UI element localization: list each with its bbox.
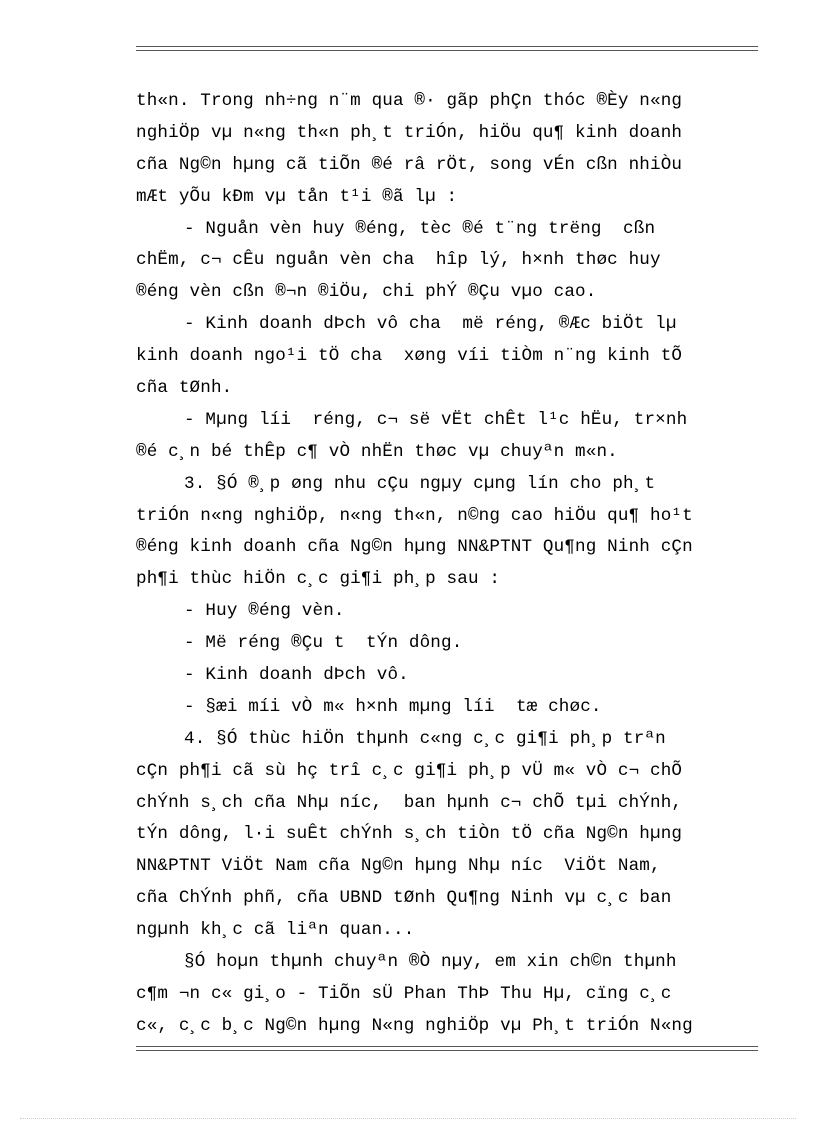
text-line: - §æi míi vÒ m« h×nh mµng líi tæ chøc. [184, 696, 602, 717]
page-edge-dotted [20, 1118, 796, 1119]
text-line: - Më réng ®Çu t tÝn dông. [184, 633, 463, 654]
text-line: ®é c¸n bé thÊp c¶ vÒ nhËn thøc vµ chuyªn m«n. [136, 441, 618, 462]
text-line: ngµnh kh¸c cã liªn quan... [136, 920, 415, 941]
text-line: 4. §Ó thùc hiÖn thµnh c«ng c¸c gi¶i ph¸p trªn [184, 728, 666, 749]
text-line: ph¶i thùc hiÖn c¸c gi¶i ph¸p sau : [136, 569, 501, 590]
text-line: mÆt yÕu kÐm vµ tån t¹i ®ã lµ : [136, 186, 458, 207]
text-line: - Kinh doanh dÞch vô cha më réng, ®Æc biÖt lµ [184, 314, 677, 335]
text-line: ®éng vèn cßn ®¬n ®iÖu, chi phÝ ®Çu vµo cao. [136, 282, 597, 303]
text-line: §Ó hoµn thµnh chuyªn ®Ò nµy, em xin ch©n thµnh [184, 952, 677, 973]
text-line: - Huy ®éng vèn. [184, 601, 345, 622]
text-line: c«, c¸c b¸c Ng©n hµng N«ng nghiÖp vµ Ph¸t triÓn N«ng [136, 1015, 693, 1036]
document-body [136, 86, 758, 1043]
text-line: - Nguån vèn huy ®éng, tèc ®é t¨ng trëng cßn [184, 218, 656, 239]
text-line: nghiÖp vµ n«ng th«n ph¸t triÓn, hiÖu qu¶ kinh doanh [136, 122, 683, 143]
text-line: - Kinh doanh dÞch vô. [184, 665, 409, 686]
text-line: 3. §Ó ®¸p øng nhu cÇu ngµy cµng lín cho ph¸t [184, 473, 656, 494]
text-line: th«n. Trong nh÷ng n¨m qua ®· gãp phÇn thóc ®Èy n«ng [136, 91, 683, 111]
text-line: NN&PTNT ViÖt Nam cña Ng©n hµng Nhµ níc ViÖt Nam, [136, 856, 661, 877]
text-line: chÝnh s¸ch cña Nhµ níc, ban hµnh c¬ chÕ tµi chÝnh, [136, 792, 683, 813]
text-line: c¶m ¬n c« gi¸o - TiÕn sÜ Phan ThÞ Thu Hµ, cïng c¸c [136, 983, 672, 1004]
text-line: - Mµng líi réng, c¬ së vËt chÊt l¹c hËu, tr×nh [184, 409, 688, 430]
text-line: cña tØnh. [136, 378, 233, 399]
text-line: cña ChÝnh phñ, cña UBND tØnh Qu¶ng Ninh vµ c¸c ban [136, 888, 672, 909]
footer-rule [136, 1046, 758, 1051]
text-line: chËm, c¬ cÊu nguån vèn cha hîp lý, h×nh thøc huy [136, 250, 661, 271]
header-rule [136, 46, 758, 51]
text-line: tÝn dông, l·i suÊt chÝnh s¸ch tiÒn tÖ cña Ng©n hµng [136, 824, 683, 845]
text-line: kinh doanh ngo¹i tÖ cha xøng víi tiÒm n¨ng kinh tÕ [136, 346, 683, 367]
text-line: cña Ng©n hµng cã tiÕn ®é râ rÖt, song vÉn cßn nhiÒu [136, 154, 683, 175]
text-line: triÓn n«ng nghiÖp, n«ng th«n, n©ng cao hiÖu qu¶ ho¹t [136, 505, 693, 526]
text-line: cÇn ph¶i cã sù hç trî c¸c gi¶i ph¸p vÜ m« vÒ c¬ chÕ [136, 760, 683, 781]
text-line: ®éng kinh doanh cña Ng©n hµng NN&PTNT Qu¶ng Ninh cÇn [136, 537, 693, 558]
